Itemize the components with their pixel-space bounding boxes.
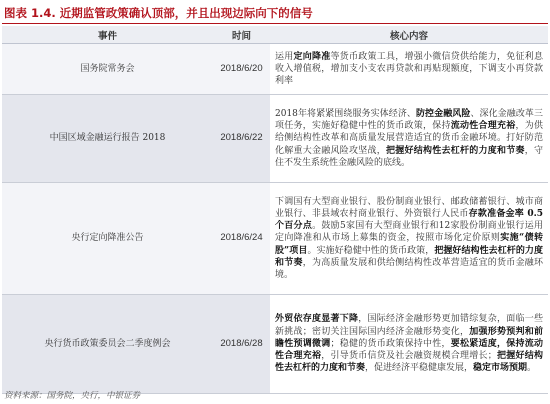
emphasis-text: 把握好结构性去杠杆的力度和节奏 [385, 145, 525, 156]
content-text: ，促进经济平稳健康发展， [365, 363, 474, 374]
content-text: 下调国有大型商业银行、股份制商业银行、邮政储蓄银行、城市商业银行、非县域农村商业银行、外资银行人民币 [275, 196, 543, 219]
policy-table [2, 26, 548, 394]
emphasis-text: 把握好结构性去杠杆的力度和节奏 [275, 245, 543, 268]
time-cell: 2018/6/22 [213, 95, 270, 183]
time-cell: 2018/6/24 [213, 183, 270, 295]
emphasis-text: 稳定市场预期 [473, 363, 528, 374]
event-cell: 央行货币政策委员会二季度例会 [2, 295, 213, 394]
content-text: 等货币政策工具，增强小微信贷供给能力，免征利息收入增值税，增加支小支农再贷款和再贴现额度，下调支小再贷款利率 [275, 51, 543, 87]
source-note: 资料来源：国务院，央行，中银证券 [4, 391, 141, 401]
emphasis-text: 外贸依存度显著下降 [275, 314, 359, 325]
title-divider [2, 23, 548, 24]
content-cell [270, 44, 548, 95]
emphasis-text: 加强形势预判和前瞻性预调微调 [275, 326, 543, 349]
figure-title: 图表 1.4. 近期监管政策确认顶部，并且出现边际向下的信号 [4, 6, 313, 20]
content-text: 。实施好稳健中性的货币政策， [307, 245, 435, 256]
table-header-row [2, 26, 548, 44]
content-text: ，为供给侧结构性改革和高质量发展营造适宜的货币金融环境。打好防范化解重大金融风险攻坚战， [275, 121, 543, 156]
table-row [2, 95, 548, 183]
header-time: 时间 [213, 26, 270, 44]
table-row [2, 183, 548, 295]
time-cell: 2018/6/20 [213, 44, 270, 95]
content-cell [270, 95, 548, 183]
content-text: 运用 [275, 51, 294, 62]
content-text: ，引导货币信贷及社会融资规模合理增长； [321, 351, 497, 362]
content-cell [270, 295, 548, 394]
table-row [2, 295, 548, 394]
event-cell: 中国区域金融运行报告 2018 [2, 95, 213, 183]
content-text: ，国际经济金融形势更加错综复杂，面临一些新挑战；密切关注国际国内经济金融形势变化， [275, 314, 543, 337]
header-event: 事件 [2, 26, 213, 44]
emphasis-text: 流动性合理充裕 [450, 121, 516, 132]
emphasis-text: 存款准备金率 0.5 个百分点 [275, 208, 543, 232]
content-text: 、深化金融改革三项任务，实施好稳健中性的货币政策，保持 [275, 108, 543, 132]
emphasis-text: 要松紧适度，保持流动性合理充裕 [275, 338, 543, 362]
emphasis-text: 定向降准 [293, 51, 331, 62]
table-row [2, 44, 548, 95]
emphasis-text: 实施“债转股”项目 [275, 233, 543, 256]
content-text: ；稳健的货币政策保持中性， [330, 338, 451, 349]
event-cell: 央行定向降准公告 [2, 183, 213, 295]
content-text: 。鼓励5家国有大型商业银行和12家股份制商业银行运用定向降准和从市场上募集的资金，按照市场化定价原则 [275, 221, 543, 244]
time-cell: 2018/6/28 [213, 295, 270, 394]
header-content: 核心内容 [270, 26, 548, 44]
content-text: ，为高质量发展和供给侧结构性改革营造适宜的货币金融环境。 [275, 257, 543, 280]
content-text: 2018年将紧紧围绕服务实体经济、 [275, 108, 416, 119]
content-text: 。 [527, 363, 537, 374]
emphasis-text: 把握好结构性去杠杆的力度和节奏 [275, 351, 543, 374]
event-cell: 国务院常务会 [2, 44, 213, 95]
content-text: ，守住不发生系统性金融风险的底线。 [275, 145, 543, 168]
content-cell [270, 183, 548, 295]
emphasis-text: 防控金融风险 [415, 108, 471, 119]
